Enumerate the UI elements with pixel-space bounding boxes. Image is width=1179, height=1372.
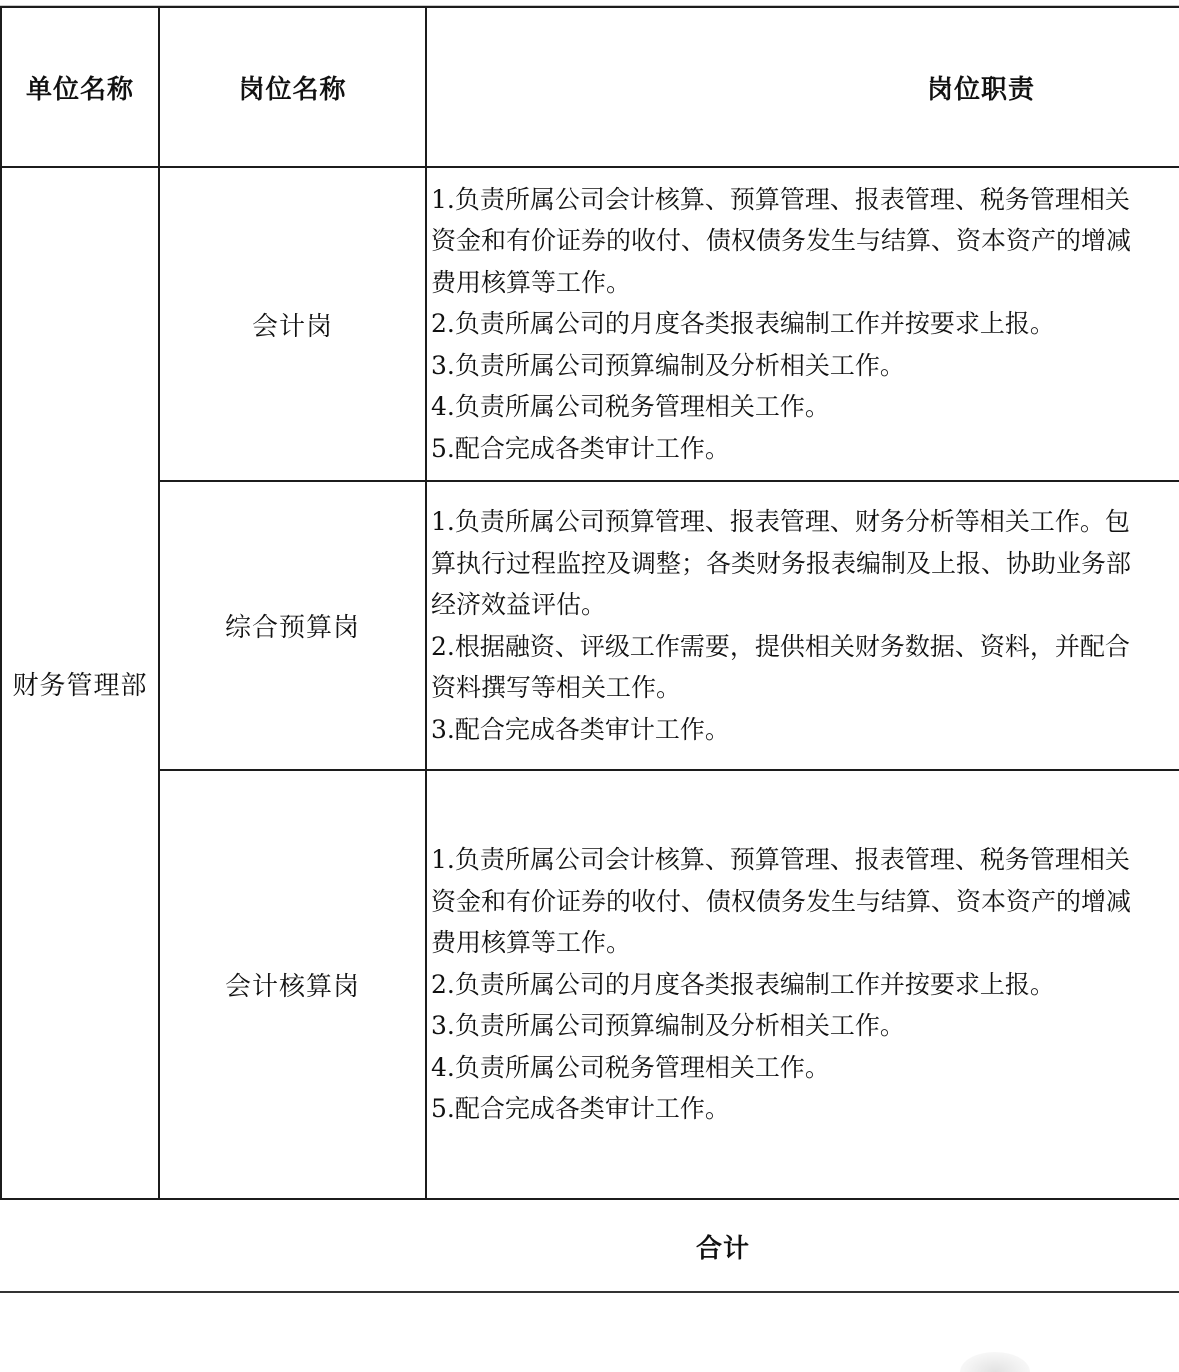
duty-line: 2.负责所属公司的月度各类报表编制工作并按要求上报。 <box>431 309 1055 339</box>
duty-line: 5.配合完成各类审计工作。 <box>431 1094 730 1124</box>
duty-line: 资金和有价证券的收付、债权债务发生与结算、资本资产的增减 <box>431 886 1132 916</box>
header-unit-name: 单位名称 <box>1 7 159 167</box>
header-duties: 岗位职责 <box>426 7 1179 167</box>
position-cell: 综合预算岗 <box>159 481 426 770</box>
duty-line: 3.配合完成各类审计工作。 <box>431 714 730 744</box>
total-row <box>0 1198 1179 1292</box>
table-row <box>1 770 1179 1199</box>
table-row <box>1 167 1179 481</box>
duty-line: 1.负责所属公司预算管理、报表管理、财务分析等相关工作。包 <box>431 507 1130 536</box>
duty-line: 3.负责所属公司预算编制及分析相关工作。 <box>431 1011 905 1041</box>
total-label: 合计 <box>696 1234 751 1264</box>
duty-line: 5.配合完成各类审计工作。 <box>431 433 730 463</box>
duty-line: 1.负责所属公司会计核算、预算管理、报表管理、税务管理相关 <box>431 184 1130 214</box>
duty-line: 4.负责所属公司税务管理相关工作。 <box>431 1052 830 1082</box>
duty-line: 费用核算等工作。 <box>431 928 632 958</box>
duties-cell <box>426 167 1179 481</box>
duty-line: 费用核算等工作。 <box>431 267 632 297</box>
header-row <box>1 7 1179 167</box>
bottom-rule <box>0 1291 1179 1293</box>
duty-line: 1.负责所属公司会计核算、预算管理、报表管理、税务管理相关 <box>431 845 1130 875</box>
header-position-name: 岗位名称 <box>159 7 426 167</box>
duty-line: 2.负责所属公司的月度各类报表编制工作并按要求上报。 <box>431 969 1055 999</box>
duty-line: 2.根据融资、评级工作需要，提供相关财务数据、资料，并配合 <box>431 631 1130 661</box>
duty-line: 资金和有价证券的收付、债权债务发生与结算、资本资产的增减 <box>431 226 1132 256</box>
page-curl-shadow <box>960 1352 1030 1372</box>
duties-cell <box>426 770 1179 1199</box>
table-row <box>1 481 1179 770</box>
duty-line: 3.负责所属公司预算编制及分析相关工作。 <box>431 350 905 380</box>
position-cell: 会计岗 <box>159 167 426 481</box>
duty-line: 资料撰写等相关工作。 <box>431 673 682 702</box>
unit-name-cell: 财务管理部 <box>1 167 159 1199</box>
duty-line: 经济效益评估。 <box>431 590 607 619</box>
duty-line: 4.负责所属公司税务管理相关工作。 <box>431 392 830 422</box>
duties-cell <box>426 481 1179 770</box>
duty-line: 算执行过程监控及调整；各类财务报表编制及上报、协助业务部 <box>431 548 1132 578</box>
position-cell: 会计核算岗 <box>159 770 426 1199</box>
job-duty-table <box>0 6 1179 1200</box>
